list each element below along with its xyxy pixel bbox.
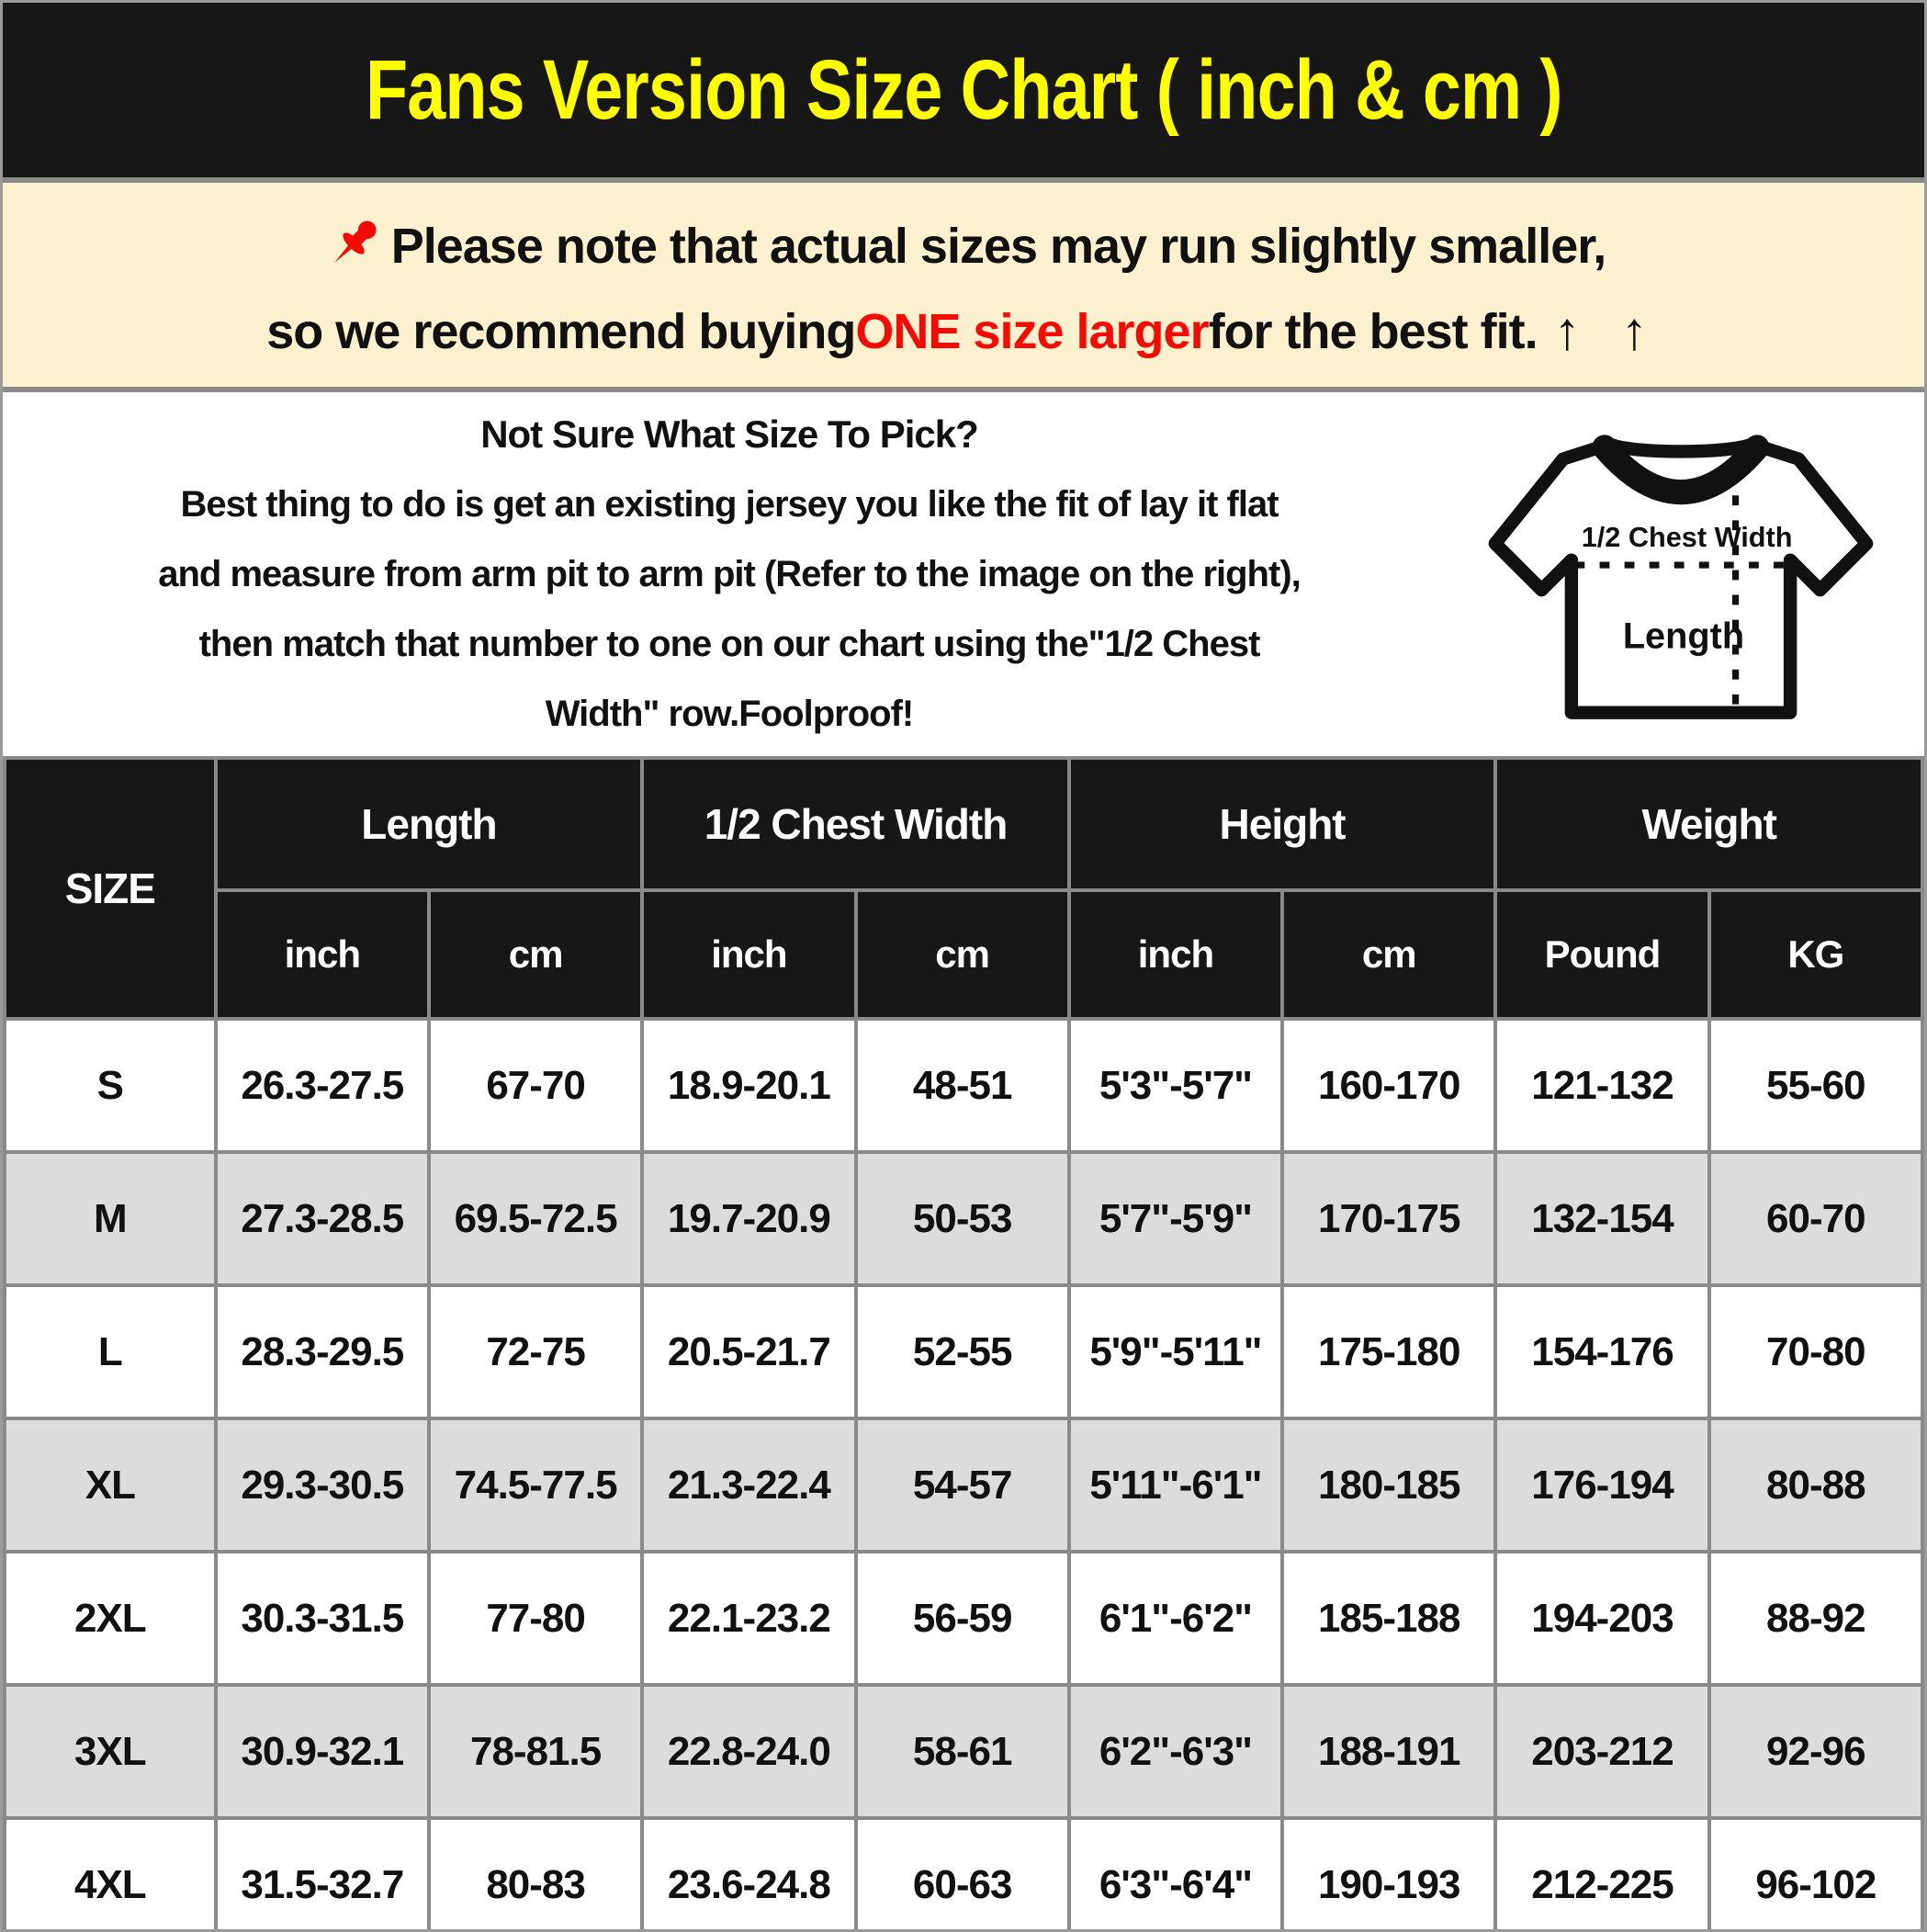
size-cell: 2XL [5,1552,216,1685]
up-arrows: ↑ ↑ [1553,301,1661,361]
value-cell: 6'2"-6'3" [1069,1685,1282,1818]
value-cell: 48-51 [856,1019,1069,1152]
value-cell: 18.9-20.1 [642,1019,855,1152]
notice-line-1 [321,208,1606,284]
value-cell: 28.3-29.5 [216,1285,429,1418]
value-cell: 22.1-23.2 [642,1552,855,1685]
subcol-height-cm: cm [1282,890,1495,1019]
guide-heading: Not Sure What Size To Pick? [480,412,978,456]
value-cell: 74.5-77.5 [429,1418,642,1552]
value-cell: 154-176 [1495,1285,1708,1418]
value-cell: 19.7-20.9 [642,1152,855,1285]
value-cell: 52-55 [856,1285,1069,1418]
value-cell: 170-175 [1282,1152,1495,1285]
table-row-l [5,1285,1922,1418]
value-cell: 80-83 [429,1818,642,1932]
notice-highlight: ONE size larger [855,303,1209,359]
guide-text [3,400,1465,749]
value-cell: 5'3"-5'7" [1069,1019,1282,1152]
value-cell: 5'7"-5'9" [1069,1152,1282,1285]
guide-line: and measure from arm pit to arm pit (Refer to the image on the right), [158,554,1301,594]
chest-width-label: 1/2 Chest Width [1581,521,1793,554]
value-cell: 31.5-32.7 [216,1818,429,1932]
value-cell: 6'1"-6'2" [1069,1552,1282,1685]
value-cell: 58-61 [856,1685,1069,1818]
value-cell: 88-92 [1709,1552,1922,1685]
value-cell: 78-81.5 [429,1685,642,1818]
value-cell: 5'9"-5'11" [1069,1285,1282,1418]
value-cell: 212-225 [1495,1818,1708,1932]
col-header-size: SIZE [5,758,216,1019]
col-header-height: Height [1069,758,1496,890]
tshirt-diagram [1465,404,1924,744]
size-cell: 3XL [5,1685,216,1818]
value-cell: 30.3-31.5 [216,1552,429,1685]
value-cell: 180-185 [1282,1418,1495,1552]
value-cell: 203-212 [1495,1685,1708,1818]
value-cell: 67-70 [429,1019,642,1152]
table-row-xl [5,1418,1922,1552]
col-header-length: Length [216,758,643,890]
value-cell: 132-154 [1495,1152,1708,1285]
guide-line: Width" row.Foolproof! [545,694,914,734]
value-cell: 194-203 [1495,1552,1708,1685]
value-cell: 50-53 [856,1152,1069,1285]
value-cell: 176-194 [1495,1418,1708,1552]
table-row-2xl [5,1552,1922,1685]
length-label: Length [1622,616,1745,657]
value-cell: 121-132 [1495,1019,1708,1152]
value-cell: 27.3-28.5 [216,1152,429,1285]
subcol-height-inch: inch [1069,890,1282,1019]
value-cell: 188-191 [1282,1685,1495,1818]
subcol-chest-cm: cm [856,890,1069,1019]
subcol-chest-inch: inch [642,890,855,1019]
value-cell: 96-102 [1709,1818,1922,1932]
col-header-weight: Weight [1495,758,1922,890]
page-title: Fans Version Size Chart ( inch & cm ) [365,42,1562,137]
value-cell: 23.6-24.8 [642,1818,855,1932]
subcol-weight-kg: KG [1709,890,1922,1019]
table-row-3xl [5,1685,1922,1818]
value-cell: 55-60 [1709,1019,1922,1152]
value-cell: 6'3"-6'4" [1069,1818,1282,1932]
subcol-length-cm: cm [429,890,642,1019]
subcol-length-inch: inch [216,890,429,1019]
table-sub-header-row [5,890,1922,1019]
size-cell: L [5,1285,216,1418]
value-cell: 20.5-21.7 [642,1285,855,1418]
value-cell: 30.9-32.1 [216,1685,429,1818]
notice-text-1: Please note that actual sizes may run slightly smaller, [390,218,1606,274]
value-cell: 56-59 [856,1552,1069,1685]
guide-line: Best thing to do is get an existing jersey you like the fit of lay it flat [180,484,1279,525]
size-cell: 4XL [5,1818,216,1932]
size-cell: S [5,1019,216,1152]
table-row-m [5,1152,1922,1285]
table-row-4xl [5,1818,1922,1932]
value-cell: 175-180 [1282,1285,1495,1418]
value-cell: 60-70 [1709,1152,1922,1285]
notice-text-2-suffix: for the best fit. [1208,303,1538,359]
size-cell: XL [5,1418,216,1552]
pushpin-icon [321,211,386,288]
notice-banner [3,183,1924,392]
size-cell: M [5,1152,216,1285]
subcol-weight-pound: Pound [1495,890,1708,1019]
value-cell: 160-170 [1282,1019,1495,1152]
value-cell: 190-193 [1282,1818,1495,1932]
value-cell: 21.3-22.4 [642,1418,855,1552]
table-row-s [5,1019,1922,1152]
value-cell: 185-188 [1282,1552,1495,1685]
notice-line-2 [266,300,1660,362]
value-cell: 22.8-24.0 [642,1685,855,1818]
value-cell: 60-63 [856,1818,1069,1932]
value-cell: 54-57 [856,1418,1069,1552]
value-cell: 69.5-72.5 [429,1152,642,1285]
guide-line: then match that number to one on our chart using the"1/2 Chest [198,624,1260,664]
size-chart-table [3,756,1924,1932]
value-cell: 72-75 [429,1285,642,1418]
value-cell: 70-80 [1709,1285,1922,1418]
title-bar [3,3,1924,183]
measure-guide [3,392,1924,756]
value-cell: 5'11"-6'1" [1069,1418,1282,1552]
value-cell: 29.3-30.5 [216,1418,429,1552]
value-cell: 26.3-27.5 [216,1019,429,1152]
value-cell: 77-80 [429,1552,642,1685]
col-header-chest-width: 1/2 Chest Width [642,758,1069,890]
table-group-header-row [5,758,1922,890]
value-cell: 92-96 [1709,1685,1922,1818]
notice-text-2-prefix: so we recommend buying [266,303,856,359]
value-cell: 80-88 [1709,1418,1922,1552]
